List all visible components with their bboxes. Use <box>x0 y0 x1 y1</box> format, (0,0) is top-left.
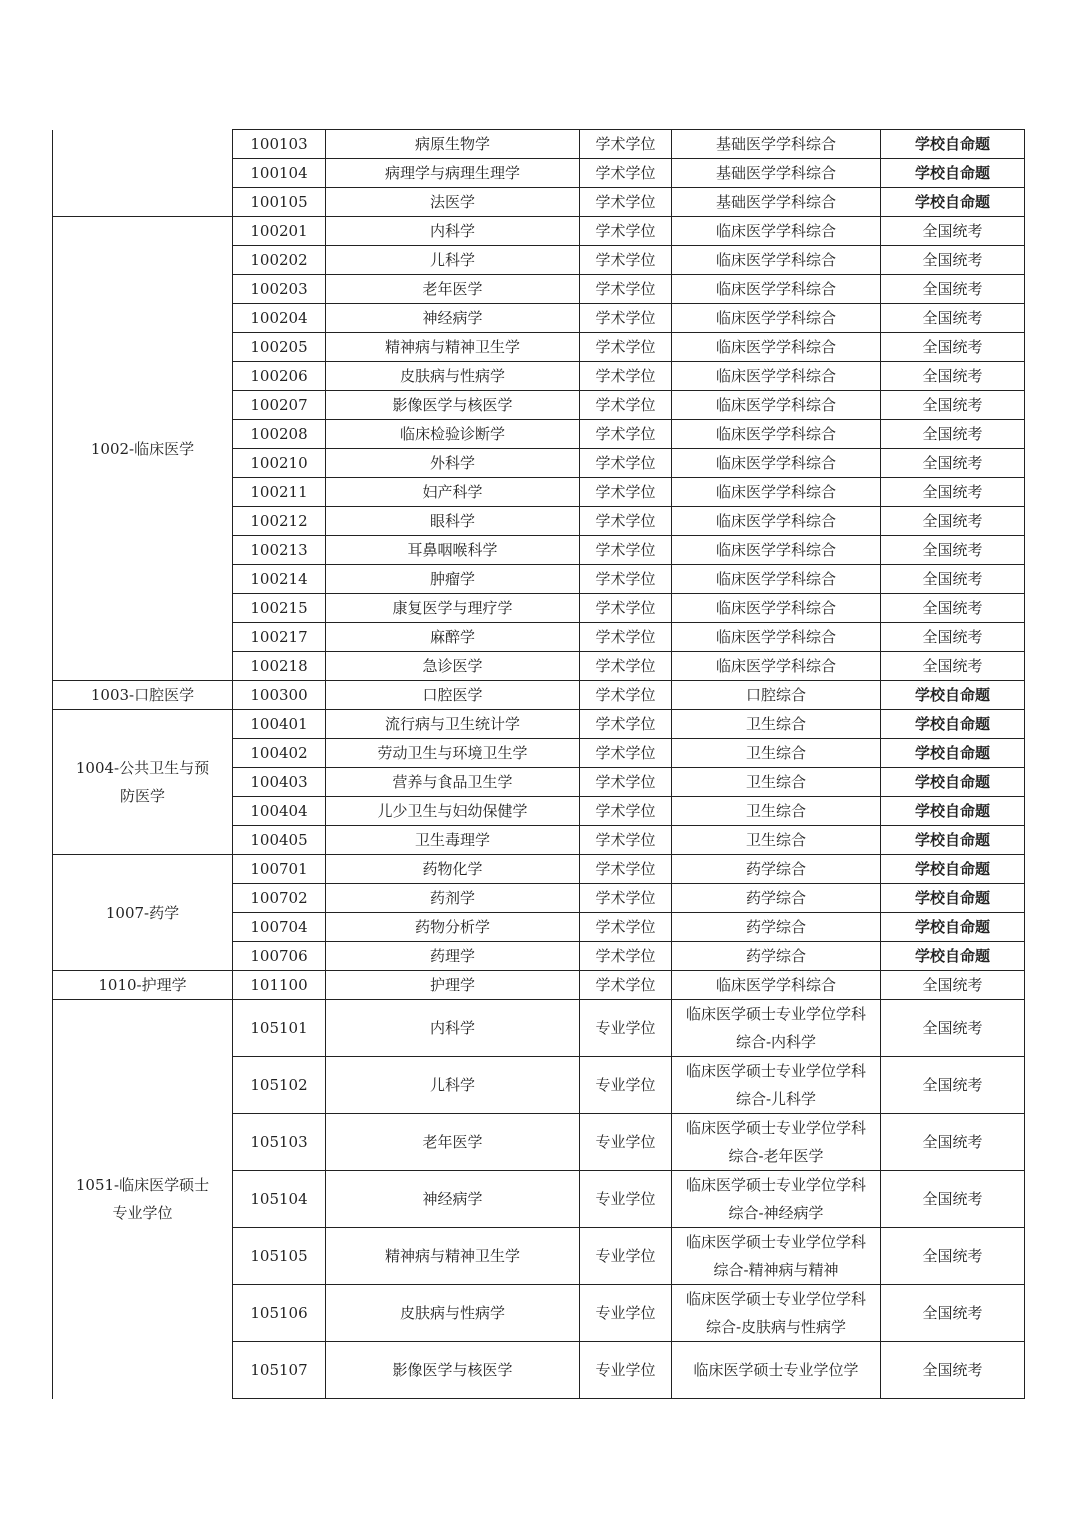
name-cell: 精神病与精神卫生学 <box>326 1228 580 1285</box>
code-cell: 100211 <box>233 478 326 507</box>
degree-type-cell: 学术学位 <box>580 855 672 884</box>
name-cell: 口腔医学 <box>326 681 580 710</box>
degree-type-cell: 学术学位 <box>580 594 672 623</box>
name-cell: 劳动卫生与环境卫生学 <box>326 739 580 768</box>
exam-subject-cell: 卫生综合 <box>672 826 881 855</box>
degree-type-cell: 专业学位 <box>580 1285 672 1342</box>
name-cell: 临床检验诊断学 <box>326 420 580 449</box>
name-cell: 药理学 <box>326 942 580 971</box>
code-cell: 100203 <box>233 275 326 304</box>
degree-type-cell: 专业学位 <box>580 1000 672 1057</box>
exam-mode-cell: 学校自命题 <box>881 797 1025 826</box>
name-cell: 老年医学 <box>326 1114 580 1171</box>
name-cell: 急诊医学 <box>326 652 580 681</box>
code-cell: 100300 <box>233 681 326 710</box>
exam-mode-cell: 全国统考 <box>881 275 1025 304</box>
table-row <box>53 681 1025 710</box>
name-cell: 麻醉学 <box>326 623 580 652</box>
degree-type-cell: 学术学位 <box>580 971 672 1000</box>
code-cell: 100105 <box>233 188 326 217</box>
exam-subject-cell: 基础医学学科综合 <box>672 130 881 159</box>
code-cell: 100206 <box>233 362 326 391</box>
exam-subject-cell: 临床医学硕士专业学位学科综合-儿科学 <box>672 1057 881 1114</box>
code-cell: 105105 <box>233 1228 326 1285</box>
exam-subject-cell: 临床医学学科综合 <box>672 507 881 536</box>
degree-type-cell: 学术学位 <box>580 246 672 275</box>
table-row <box>53 971 1025 1000</box>
code-cell: 100701 <box>233 855 326 884</box>
name-cell: 神经病学 <box>326 1171 580 1228</box>
exam-mode-cell: 全国统考 <box>881 1114 1025 1171</box>
exam-subject-cell: 基础医学学科综合 <box>672 188 881 217</box>
code-cell: 100403 <box>233 768 326 797</box>
program-table <box>52 129 1025 1399</box>
code-cell: 100405 <box>233 826 326 855</box>
degree-type-cell: 专业学位 <box>580 1171 672 1228</box>
exam-subject-cell: 临床医学硕士专业学位学科综合-内科学 <box>672 1000 881 1057</box>
code-cell: 100212 <box>233 507 326 536</box>
category-cell: 1051-临床医学硕士专业学位 <box>53 1000 233 1399</box>
code-cell: 100404 <box>233 797 326 826</box>
name-cell: 精神病与精神卫生学 <box>326 333 580 362</box>
code-cell: 100213 <box>233 536 326 565</box>
exam-mode-cell: 全国统考 <box>881 1342 1025 1399</box>
name-cell: 营养与食品卫生学 <box>326 768 580 797</box>
exam-subject-cell: 临床医学学科综合 <box>672 971 881 1000</box>
exam-mode-cell: 全国统考 <box>881 1171 1025 1228</box>
degree-type-cell: 学术学位 <box>580 797 672 826</box>
exam-subject-cell: 卫生综合 <box>672 797 881 826</box>
degree-type-cell: 学术学位 <box>580 536 672 565</box>
exam-subject-cell: 临床医学学科综合 <box>672 391 881 420</box>
code-cell: 100704 <box>233 913 326 942</box>
exam-subject-cell: 临床医学学科综合 <box>672 362 881 391</box>
exam-subject-cell: 临床医学学科综合 <box>672 478 881 507</box>
category-cell: 1002-临床医学 <box>53 217 233 681</box>
exam-subject-cell: 药学综合 <box>672 913 881 942</box>
category-cell <box>53 130 233 217</box>
exam-mode-cell: 学校自命题 <box>881 159 1025 188</box>
exam-subject-cell: 药学综合 <box>672 884 881 913</box>
degree-type-cell: 学术学位 <box>580 333 672 362</box>
exam-mode-cell: 全国统考 <box>881 536 1025 565</box>
degree-type-cell: 学术学位 <box>580 188 672 217</box>
degree-type-cell: 学术学位 <box>580 362 672 391</box>
code-cell: 100201 <box>233 217 326 246</box>
exam-mode-cell: 全国统考 <box>881 246 1025 275</box>
name-cell: 护理学 <box>326 971 580 1000</box>
exam-mode-cell: 全国统考 <box>881 333 1025 362</box>
code-cell: 100202 <box>233 246 326 275</box>
code-cell: 105106 <box>233 1285 326 1342</box>
exam-mode-cell: 全国统考 <box>881 420 1025 449</box>
exam-mode-cell: 全国统考 <box>881 478 1025 507</box>
code-cell: 100208 <box>233 420 326 449</box>
degree-type-cell: 学术学位 <box>580 623 672 652</box>
exam-subject-cell: 口腔综合 <box>672 681 881 710</box>
exam-subject-cell: 临床医学学科综合 <box>672 594 881 623</box>
code-cell: 100104 <box>233 159 326 188</box>
degree-type-cell: 学术学位 <box>580 768 672 797</box>
exam-subject-cell: 临床医学学科综合 <box>672 623 881 652</box>
exam-subject-cell: 临床医学学科综合 <box>672 420 881 449</box>
name-cell: 药物化学 <box>326 855 580 884</box>
code-cell: 100210 <box>233 449 326 478</box>
exam-subject-cell: 临床医学学科综合 <box>672 333 881 362</box>
exam-subject-cell: 临床医学学科综合 <box>672 536 881 565</box>
name-cell: 内科学 <box>326 217 580 246</box>
exam-mode-cell: 学校自命题 <box>881 768 1025 797</box>
code-cell: 100204 <box>233 304 326 333</box>
exam-mode-cell: 全国统考 <box>881 507 1025 536</box>
exam-subject-cell: 卫生综合 <box>672 710 881 739</box>
name-cell: 儿科学 <box>326 246 580 275</box>
exam-mode-cell: 全国统考 <box>881 217 1025 246</box>
exam-subject-cell: 临床医学学科综合 <box>672 275 881 304</box>
category-cell: 1003-口腔医学 <box>53 681 233 710</box>
degree-type-cell: 学术学位 <box>580 304 672 333</box>
exam-subject-cell: 药学综合 <box>672 942 881 971</box>
program-table-container <box>52 129 1024 1399</box>
name-cell: 儿科学 <box>326 1057 580 1114</box>
exam-subject-cell: 临床医学学科综合 <box>672 652 881 681</box>
exam-subject-cell: 药学综合 <box>672 855 881 884</box>
degree-type-cell: 学术学位 <box>580 913 672 942</box>
exam-mode-cell: 学校自命题 <box>881 826 1025 855</box>
exam-subject-cell: 临床医学硕士专业学位学科综合-老年医学 <box>672 1114 881 1171</box>
exam-mode-cell: 全国统考 <box>881 565 1025 594</box>
table-row <box>53 710 1025 739</box>
degree-type-cell: 学术学位 <box>580 391 672 420</box>
degree-type-cell: 学术学位 <box>580 884 672 913</box>
code-cell: 105104 <box>233 1171 326 1228</box>
code-cell: 100103 <box>233 130 326 159</box>
degree-type-cell: 学术学位 <box>580 652 672 681</box>
code-cell: 100207 <box>233 391 326 420</box>
code-cell: 100217 <box>233 623 326 652</box>
exam-subject-cell: 临床医学学科综合 <box>672 304 881 333</box>
exam-subject-cell: 临床医学硕士专业学位学科综合-精神病与精神 <box>672 1228 881 1285</box>
exam-mode-cell: 全国统考 <box>881 594 1025 623</box>
code-cell: 101100 <box>233 971 326 1000</box>
name-cell: 皮肤病与性病学 <box>326 1285 580 1342</box>
table-row <box>53 130 1025 159</box>
degree-type-cell: 学术学位 <box>580 130 672 159</box>
degree-type-cell: 学术学位 <box>580 420 672 449</box>
exam-subject-cell: 临床医学学科综合 <box>672 217 881 246</box>
name-cell: 卫生毒理学 <box>326 826 580 855</box>
code-cell: 105103 <box>233 1114 326 1171</box>
exam-subject-cell: 临床医学硕士专业学位学 <box>672 1342 881 1399</box>
exam-mode-cell: 全国统考 <box>881 1228 1025 1285</box>
name-cell: 康复医学与理疗学 <box>326 594 580 623</box>
code-cell: 100214 <box>233 565 326 594</box>
table-row <box>53 1000 1025 1057</box>
name-cell: 病原生物学 <box>326 130 580 159</box>
exam-mode-cell: 全国统考 <box>881 652 1025 681</box>
exam-mode-cell: 学校自命题 <box>881 130 1025 159</box>
exam-mode-cell: 学校自命题 <box>881 681 1025 710</box>
name-cell: 外科学 <box>326 449 580 478</box>
name-cell: 影像医学与核医学 <box>326 1342 580 1399</box>
name-cell: 老年医学 <box>326 275 580 304</box>
name-cell: 肿瘤学 <box>326 565 580 594</box>
name-cell: 药物分析学 <box>326 913 580 942</box>
degree-type-cell: 学术学位 <box>580 217 672 246</box>
name-cell: 病理学与病理生理学 <box>326 159 580 188</box>
name-cell: 儿少卫生与妇幼保健学 <box>326 797 580 826</box>
exam-mode-cell: 全国统考 <box>881 391 1025 420</box>
exam-mode-cell: 全国统考 <box>881 304 1025 333</box>
degree-type-cell: 学术学位 <box>580 826 672 855</box>
degree-type-cell: 学术学位 <box>580 159 672 188</box>
exam-subject-cell: 临床医学硕士专业学位学科综合-神经病学 <box>672 1171 881 1228</box>
exam-mode-cell: 全国统考 <box>881 449 1025 478</box>
degree-type-cell: 专业学位 <box>580 1228 672 1285</box>
code-cell: 100706 <box>233 942 326 971</box>
name-cell: 法医学 <box>326 188 580 217</box>
code-cell: 100215 <box>233 594 326 623</box>
degree-type-cell: 学术学位 <box>580 507 672 536</box>
degree-type-cell: 学术学位 <box>580 739 672 768</box>
degree-type-cell: 学术学位 <box>580 478 672 507</box>
table-row <box>53 855 1025 884</box>
category-cell: 1010-护理学 <box>53 971 233 1000</box>
exam-mode-cell: 学校自命题 <box>881 855 1025 884</box>
exam-mode-cell: 学校自命题 <box>881 884 1025 913</box>
degree-type-cell: 专业学位 <box>580 1114 672 1171</box>
code-cell: 100205 <box>233 333 326 362</box>
name-cell: 内科学 <box>326 1000 580 1057</box>
exam-subject-cell: 临床医学学科综合 <box>672 565 881 594</box>
code-cell: 105101 <box>233 1000 326 1057</box>
category-cell: 1004-公共卫生与预防医学 <box>53 710 233 855</box>
name-cell: 眼科学 <box>326 507 580 536</box>
code-cell: 105102 <box>233 1057 326 1114</box>
name-cell: 药剂学 <box>326 884 580 913</box>
exam-subject-cell: 临床医学学科综合 <box>672 246 881 275</box>
code-cell: 100402 <box>233 739 326 768</box>
name-cell: 耳鼻咽喉科学 <box>326 536 580 565</box>
degree-type-cell: 学术学位 <box>580 710 672 739</box>
name-cell: 皮肤病与性病学 <box>326 362 580 391</box>
exam-subject-cell: 临床医学学科综合 <box>672 449 881 478</box>
degree-type-cell: 学术学位 <box>580 275 672 304</box>
program-table-body <box>53 130 1025 1399</box>
code-cell: 100702 <box>233 884 326 913</box>
exam-mode-cell: 全国统考 <box>881 623 1025 652</box>
name-cell: 影像医学与核医学 <box>326 391 580 420</box>
exam-mode-cell: 全国统考 <box>881 971 1025 1000</box>
exam-mode-cell: 全国统考 <box>881 1057 1025 1114</box>
name-cell: 流行病与卫生统计学 <box>326 710 580 739</box>
category-cell: 1007-药学 <box>53 855 233 971</box>
exam-subject-cell: 卫生综合 <box>672 768 881 797</box>
degree-type-cell: 学术学位 <box>580 565 672 594</box>
exam-mode-cell: 学校自命题 <box>881 942 1025 971</box>
exam-subject-cell: 临床医学硕士专业学位学科综合-皮肤病与性病学 <box>672 1285 881 1342</box>
name-cell: 神经病学 <box>326 304 580 333</box>
table-row <box>53 217 1025 246</box>
degree-type-cell: 专业学位 <box>580 1057 672 1114</box>
exam-mode-cell: 学校自命题 <box>881 188 1025 217</box>
code-cell: 100401 <box>233 710 326 739</box>
degree-type-cell: 学术学位 <box>580 942 672 971</box>
degree-type-cell: 专业学位 <box>580 1342 672 1399</box>
degree-type-cell: 学术学位 <box>580 681 672 710</box>
exam-mode-cell: 学校自命题 <box>881 913 1025 942</box>
exam-mode-cell: 全国统考 <box>881 1285 1025 1342</box>
code-cell: 100218 <box>233 652 326 681</box>
name-cell: 妇产科学 <box>326 478 580 507</box>
exam-mode-cell: 全国统考 <box>881 362 1025 391</box>
exam-mode-cell: 学校自命题 <box>881 710 1025 739</box>
exam-mode-cell: 全国统考 <box>881 1000 1025 1057</box>
code-cell: 105107 <box>233 1342 326 1399</box>
degree-type-cell: 学术学位 <box>580 449 672 478</box>
exam-mode-cell: 学校自命题 <box>881 739 1025 768</box>
exam-subject-cell: 卫生综合 <box>672 739 881 768</box>
exam-subject-cell: 基础医学学科综合 <box>672 159 881 188</box>
